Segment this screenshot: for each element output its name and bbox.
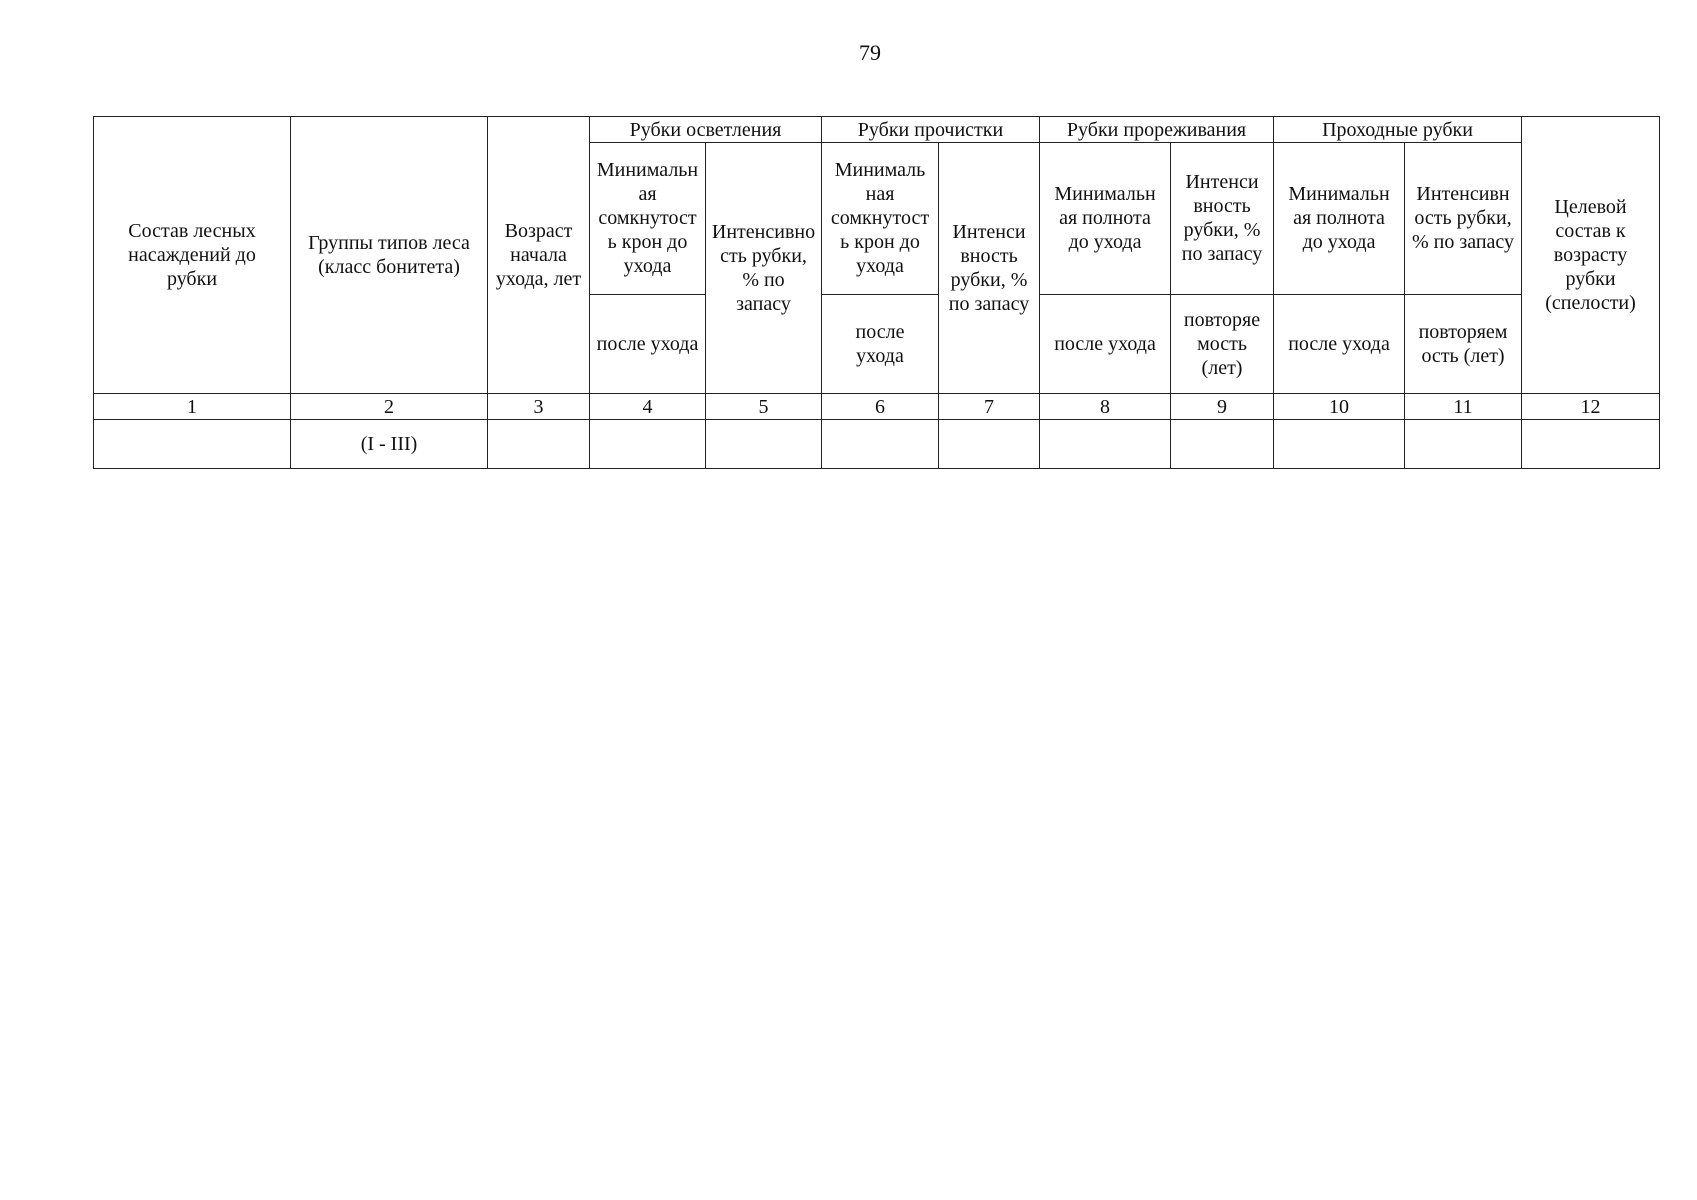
header-clearing-intensity: Интенси вность рубки, % по запасу xyxy=(939,143,1040,394)
header-start-age: Возраст начала ухода, лет xyxy=(488,117,590,394)
column-number: 3 xyxy=(488,393,590,419)
header-cleaning-intensity: Интенсивно сть рубки, % по запасу xyxy=(706,143,822,394)
page-number: 79 xyxy=(859,40,881,65)
data-cell-bonitet-class: (I - III) xyxy=(291,420,488,469)
header-stand-composition: Состав лесных насаждений до рубки xyxy=(94,117,291,394)
header-cleaning-after-care: после ухода xyxy=(590,294,706,393)
column-number: 4 xyxy=(590,393,706,419)
column-number-row xyxy=(94,393,1660,419)
data-cell xyxy=(1274,420,1405,469)
header-target-composition: Целевой состав к возрасту рубки (спелости) xyxy=(1522,117,1660,394)
header-passing-after-care: после ухода xyxy=(1274,294,1405,393)
data-cell xyxy=(590,420,706,469)
header-thinning-min-density: Минимальн ая полнота до ухода xyxy=(1040,143,1171,294)
data-cell xyxy=(706,420,822,469)
header-thinning-repeatability: повторяе мость (лет) xyxy=(1171,294,1274,393)
header-group-cleaning-cuttings: Рубки осветления xyxy=(590,117,822,143)
header-thinning-after-care: после ухода xyxy=(1040,294,1171,393)
column-number: 7 xyxy=(939,393,1040,419)
column-number: 8 xyxy=(1040,393,1171,419)
header-clearing-after-care: после ухода xyxy=(822,294,939,393)
header-clearing-min-closure: Минималь ная сомкнутост ь крон до ухода xyxy=(822,143,939,294)
column-number: 9 xyxy=(1171,393,1274,419)
table-row xyxy=(94,420,1660,469)
column-number: 10 xyxy=(1274,393,1405,419)
column-number: 6 xyxy=(822,393,939,419)
data-cell xyxy=(1405,420,1522,469)
header-passing-repeatability: повторяем ость (лет) xyxy=(1405,294,1522,393)
column-number: 12 xyxy=(1522,393,1660,419)
data-cell xyxy=(939,420,1040,469)
header-passing-intensity: Интенсивн ость рубки, % по запасу xyxy=(1405,143,1522,294)
data-cell xyxy=(1171,420,1274,469)
header-cleaning-min-closure: Минимальн ая сомкнутост ь крон до ухода xyxy=(590,143,706,294)
header-group-thinning-cuttings: Рубки прореживания xyxy=(1040,117,1274,143)
data-cell xyxy=(822,420,939,469)
column-number: 2 xyxy=(291,393,488,419)
data-cell xyxy=(1522,420,1660,469)
header-passing-min-density: Минимальн ая полнота до ухода xyxy=(1274,143,1405,294)
data-cell xyxy=(1040,420,1171,469)
data-cell xyxy=(94,420,291,469)
header-row-groups xyxy=(94,117,1660,143)
thinning-parameters-table xyxy=(93,116,1660,469)
column-number: 5 xyxy=(706,393,822,419)
data-cell xyxy=(488,420,590,469)
header-group-passing-cuttings: Проходные рубки xyxy=(1274,117,1522,143)
column-number: 11 xyxy=(1405,393,1522,419)
column-number: 1 xyxy=(94,393,291,419)
header-forest-type-groups: Группы типов леса (класс бонитета) xyxy=(291,117,488,394)
header-thinning-intensity: Интенси вность рубки, % по запасу xyxy=(1171,143,1274,294)
header-group-clearing-cuttings: Рубки прочистки xyxy=(822,117,1040,143)
